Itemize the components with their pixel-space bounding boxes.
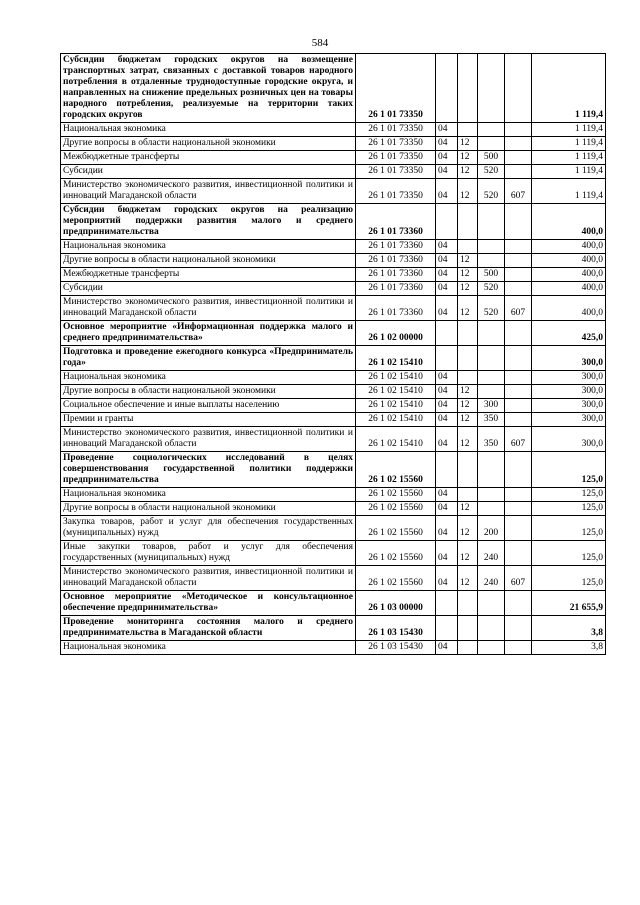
cell-section xyxy=(436,616,458,641)
cell-ministry-code xyxy=(505,616,532,641)
cell-name: Закупка товаров, работ и услуг для обеспечения государственных (муниципальных) нужд xyxy=(61,516,356,541)
cell-ministry-code xyxy=(505,385,532,399)
cell-name: Министерство экономического развития, инвестиционной политики и инноваций Магаданской области xyxy=(61,427,356,452)
cell-subsection: 12 xyxy=(458,165,478,179)
cell-target-article: 26 1 02 15410 xyxy=(356,413,436,427)
cell-target-article: 26 1 02 00000 xyxy=(356,321,436,346)
cell-subsection: 12 xyxy=(458,502,478,516)
cell-ministry-code xyxy=(505,321,532,346)
table-row xyxy=(61,54,606,123)
cell-name: Национальная экономика xyxy=(61,488,356,502)
cell-expense-type xyxy=(478,616,505,641)
cell-name: Национальная экономика xyxy=(61,123,356,137)
cell-expense-type xyxy=(478,137,505,151)
cell-name: Субсидии бюджетам городских округов на возмещение транспортных затрат, связанных с доставкой товаров народного потребления в отдаленные труднодоступные городские округа, и направленных на снижение предельных розничных цен на товары народного потребления, реализуемые на территории таких городских округов xyxy=(61,54,356,123)
cell-expense-type xyxy=(478,54,505,123)
cell-section: 04 xyxy=(436,282,458,296)
cell-expense-type xyxy=(478,641,505,655)
cell-target-article: 26 1 02 15410 xyxy=(356,427,436,452)
cell-expense-type: 240 xyxy=(478,566,505,591)
cell-amount: 425,0 xyxy=(532,321,606,346)
cell-amount: 300,0 xyxy=(532,385,606,399)
cell-expense-type: 520 xyxy=(478,165,505,179)
cell-name: Проведение мониторинга состояния малого и среднего предпринимательства в Магаданской области xyxy=(61,616,356,641)
cell-section: 04 xyxy=(436,641,458,655)
cell-target-article: 26 1 02 15560 xyxy=(356,566,436,591)
cell-amount: 300,0 xyxy=(532,399,606,413)
cell-subsection: 12 xyxy=(458,137,478,151)
cell-section: 04 xyxy=(436,427,458,452)
cell-subsection: 12 xyxy=(458,413,478,427)
cell-amount: 21 655,9 xyxy=(532,591,606,616)
cell-section: 04 xyxy=(436,541,458,566)
cell-expense-type: 350 xyxy=(478,427,505,452)
cell-amount: 400,0 xyxy=(532,204,606,240)
cell-target-article: 26 1 01 73360 xyxy=(356,268,436,282)
cell-section: 04 xyxy=(436,566,458,591)
cell-name: Субсидии xyxy=(61,165,356,179)
cell-section: 04 xyxy=(436,371,458,385)
cell-subsection xyxy=(458,204,478,240)
cell-ministry-code: 607 xyxy=(505,566,532,591)
cell-name: Другие вопросы в области национальной экономики xyxy=(61,502,356,516)
table-row xyxy=(61,616,606,641)
cell-ministry-code xyxy=(505,516,532,541)
cell-expense-type: 200 xyxy=(478,516,505,541)
cell-ministry-code xyxy=(505,123,532,137)
cell-target-article: 26 1 01 73360 xyxy=(356,254,436,268)
cell-subsection: 12 xyxy=(458,151,478,165)
cell-name: Министерство экономического развития, инвестиционной политики и инноваций Магаданской области xyxy=(61,179,356,204)
cell-amount: 400,0 xyxy=(532,240,606,254)
table-row xyxy=(61,541,606,566)
cell-target-article: 26 1 01 73350 xyxy=(356,123,436,137)
cell-name: Подготовка и проведение ежегодного конкурса «Предприниматель года» xyxy=(61,346,356,371)
cell-target-article: 26 1 01 73350 xyxy=(356,54,436,123)
cell-amount: 300,0 xyxy=(532,413,606,427)
cell-section: 04 xyxy=(436,488,458,502)
cell-section: 04 xyxy=(436,179,458,204)
cell-name: Другие вопросы в области национальной экономики xyxy=(61,137,356,151)
cell-target-article: 26 1 01 73350 xyxy=(356,137,436,151)
cell-subsection xyxy=(458,123,478,137)
cell-expense-type xyxy=(478,591,505,616)
cell-amount: 300,0 xyxy=(532,346,606,371)
cell-subsection: 12 xyxy=(458,385,478,399)
table-row xyxy=(61,123,606,137)
table-row xyxy=(61,591,606,616)
cell-amount: 3,8 xyxy=(532,641,606,655)
cell-section xyxy=(436,54,458,123)
cell-amount: 125,0 xyxy=(532,566,606,591)
table-row xyxy=(61,399,606,413)
cell-subsection: 12 xyxy=(458,254,478,268)
cell-amount: 1 119,4 xyxy=(532,123,606,137)
cell-section: 04 xyxy=(436,399,458,413)
cell-name: Национальная экономика xyxy=(61,641,356,655)
cell-expense-type: 500 xyxy=(478,268,505,282)
cell-section: 04 xyxy=(436,413,458,427)
cell-ministry-code xyxy=(505,641,532,655)
cell-name: Социальное обеспечение и иные выплаты населению xyxy=(61,399,356,413)
cell-ministry-code xyxy=(505,413,532,427)
cell-amount: 1 119,4 xyxy=(532,165,606,179)
table-row xyxy=(61,413,606,427)
cell-ministry-code xyxy=(505,204,532,240)
cell-amount: 300,0 xyxy=(532,427,606,452)
cell-target-article: 26 1 02 15560 xyxy=(356,452,436,488)
cell-expense-type xyxy=(478,452,505,488)
table-row xyxy=(61,346,606,371)
cell-amount: 400,0 xyxy=(532,268,606,282)
cell-target-article: 26 1 01 73360 xyxy=(356,240,436,254)
cell-subsection xyxy=(458,641,478,655)
cell-section: 04 xyxy=(436,240,458,254)
cell-target-article: 26 1 03 00000 xyxy=(356,591,436,616)
cell-section: 04 xyxy=(436,268,458,282)
cell-expense-type xyxy=(478,123,505,137)
table-row xyxy=(61,165,606,179)
cell-expense-type: 300 xyxy=(478,399,505,413)
cell-ministry-code xyxy=(505,399,532,413)
cell-name: Иные закупки товаров, работ и услуг для обеспечения государственных (муниципальных) нужд xyxy=(61,541,356,566)
cell-subsection xyxy=(458,452,478,488)
cell-subsection xyxy=(458,321,478,346)
cell-subsection xyxy=(458,54,478,123)
cell-subsection: 12 xyxy=(458,268,478,282)
cell-subsection xyxy=(458,591,478,616)
table-row xyxy=(61,452,606,488)
cell-subsection xyxy=(458,240,478,254)
page-number: 584 xyxy=(311,37,329,49)
cell-amount: 400,0 xyxy=(532,282,606,296)
cell-amount: 1 119,4 xyxy=(532,179,606,204)
table-row xyxy=(61,296,606,321)
cell-target-article: 26 1 03 15430 xyxy=(356,641,436,655)
cell-section xyxy=(436,346,458,371)
cell-target-article: 26 1 02 15560 xyxy=(356,541,436,566)
cell-amount: 1 119,4 xyxy=(532,54,606,123)
table-row xyxy=(61,516,606,541)
cell-ministry-code xyxy=(505,371,532,385)
table-row xyxy=(61,321,606,346)
cell-section: 04 xyxy=(436,516,458,541)
cell-target-article: 26 1 01 73360 xyxy=(356,204,436,240)
cell-section xyxy=(436,452,458,488)
cell-section: 04 xyxy=(436,165,458,179)
cell-amount: 1 119,4 xyxy=(532,151,606,165)
cell-target-article: 26 1 01 73360 xyxy=(356,296,436,321)
cell-subsection: 12 xyxy=(458,282,478,296)
cell-subsection xyxy=(458,616,478,641)
table-row xyxy=(61,371,606,385)
cell-expense-type: 240 xyxy=(478,541,505,566)
cell-expense-type xyxy=(478,371,505,385)
cell-ministry-code xyxy=(505,452,532,488)
table-row xyxy=(61,488,606,502)
cell-section: 04 xyxy=(436,137,458,151)
cell-target-article: 26 1 02 15560 xyxy=(356,516,436,541)
cell-ministry-code: 607 xyxy=(505,179,532,204)
cell-amount: 125,0 xyxy=(532,516,606,541)
table-row xyxy=(61,240,606,254)
cell-subsection: 12 xyxy=(458,516,478,541)
budget-table xyxy=(60,53,606,655)
cell-amount: 1 119,4 xyxy=(532,137,606,151)
cell-section: 04 xyxy=(436,385,458,399)
cell-section: 04 xyxy=(436,254,458,268)
cell-section xyxy=(436,321,458,346)
cell-amount: 125,0 xyxy=(532,488,606,502)
cell-expense-type xyxy=(478,346,505,371)
cell-name: Основное мероприятие «Методическое и консультационное обеспечение предпринимательства» xyxy=(61,591,356,616)
cell-target-article: 26 1 02 15410 xyxy=(356,385,436,399)
cell-expense-type: 350 xyxy=(478,413,505,427)
cell-name: Межбюджетные трансферты xyxy=(61,151,356,165)
cell-ministry-code: 607 xyxy=(505,427,532,452)
cell-target-article: 26 1 02 15560 xyxy=(356,502,436,516)
cell-section: 04 xyxy=(436,123,458,137)
cell-ministry-code xyxy=(505,541,532,566)
cell-name: Национальная экономика xyxy=(61,240,356,254)
table-body xyxy=(61,54,606,655)
cell-ministry-code xyxy=(505,502,532,516)
cell-section xyxy=(436,204,458,240)
cell-target-article: 26 1 01 73350 xyxy=(356,151,436,165)
cell-name: Субсидии xyxy=(61,282,356,296)
cell-name: Национальная экономика xyxy=(61,371,356,385)
cell-ministry-code xyxy=(505,346,532,371)
cell-target-article: 26 1 03 15430 xyxy=(356,616,436,641)
cell-target-article: 26 1 01 73350 xyxy=(356,165,436,179)
cell-name: Субсидии бюджетам городских округов на реализацию мероприятий поддержки развития малого и среднего предпринимательства xyxy=(61,204,356,240)
cell-name: Межбюджетные трансферты xyxy=(61,268,356,282)
cell-ministry-code xyxy=(505,488,532,502)
cell-expense-type xyxy=(478,254,505,268)
cell-target-article: 26 1 02 15410 xyxy=(356,371,436,385)
cell-name: Министерство экономического развития, инвестиционной политики и инноваций Магаданской области xyxy=(61,296,356,321)
cell-ministry-code: 607 xyxy=(505,296,532,321)
cell-name: Проведение социологических исследований в целях совершенствования государственной политики поддержки предпринимательства xyxy=(61,452,356,488)
cell-expense-type: 520 xyxy=(478,282,505,296)
cell-amount: 400,0 xyxy=(532,296,606,321)
cell-ministry-code xyxy=(505,151,532,165)
cell-expense-type xyxy=(478,385,505,399)
cell-section: 04 xyxy=(436,151,458,165)
cell-section: 04 xyxy=(436,502,458,516)
table-row xyxy=(61,427,606,452)
cell-subsection: 12 xyxy=(458,296,478,321)
table-row xyxy=(61,204,606,240)
cell-ministry-code xyxy=(505,268,532,282)
cell-subsection: 12 xyxy=(458,399,478,413)
cell-expense-type xyxy=(478,321,505,346)
table-row xyxy=(61,151,606,165)
cell-ministry-code xyxy=(505,240,532,254)
cell-name: Основное мероприятие «Информационная поддержка малого и среднего предпринимательства» xyxy=(61,321,356,346)
cell-expense-type xyxy=(478,502,505,516)
cell-section: 04 xyxy=(436,296,458,321)
cell-amount: 125,0 xyxy=(532,541,606,566)
cell-amount: 125,0 xyxy=(532,452,606,488)
cell-target-article: 26 1 01 73360 xyxy=(356,282,436,296)
table-row xyxy=(61,282,606,296)
cell-target-article: 26 1 02 15410 xyxy=(356,346,436,371)
cell-expense-type xyxy=(478,488,505,502)
cell-expense-type: 520 xyxy=(478,296,505,321)
cell-amount: 125,0 xyxy=(532,502,606,516)
table-row xyxy=(61,179,606,204)
cell-expense-type: 500 xyxy=(478,151,505,165)
cell-name: Министерство экономического развития, инвестиционной политики и инноваций Магаданской области xyxy=(61,566,356,591)
table-row xyxy=(61,385,606,399)
table-row xyxy=(61,566,606,591)
cell-ministry-code xyxy=(505,137,532,151)
cell-ministry-code xyxy=(505,254,532,268)
cell-subsection: 12 xyxy=(458,427,478,452)
table-row xyxy=(61,502,606,516)
cell-name: Другие вопросы в области национальной экономики xyxy=(61,385,356,399)
cell-subsection xyxy=(458,346,478,371)
cell-subsection xyxy=(458,371,478,385)
cell-target-article: 26 1 02 15560 xyxy=(356,488,436,502)
cell-subsection: 12 xyxy=(458,179,478,204)
cell-subsection xyxy=(458,488,478,502)
cell-expense-type xyxy=(478,240,505,254)
cell-name: Другие вопросы в области национальной экономики xyxy=(61,254,356,268)
table-row xyxy=(61,268,606,282)
cell-amount: 400,0 xyxy=(532,254,606,268)
cell-amount: 300,0 xyxy=(532,371,606,385)
cell-ministry-code xyxy=(505,165,532,179)
cell-ministry-code xyxy=(505,591,532,616)
cell-target-article: 26 1 02 15410 xyxy=(356,399,436,413)
table-row xyxy=(61,254,606,268)
cell-subsection: 12 xyxy=(458,541,478,566)
table-row xyxy=(61,641,606,655)
cell-ministry-code xyxy=(505,54,532,123)
cell-subsection: 12 xyxy=(458,566,478,591)
cell-expense-type: 520 xyxy=(478,179,505,204)
cell-name: Премии и гранты xyxy=(61,413,356,427)
cell-section xyxy=(436,591,458,616)
cell-target-article: 26 1 01 73350 xyxy=(356,179,436,204)
cell-expense-type xyxy=(478,204,505,240)
cell-amount: 3,8 xyxy=(532,616,606,641)
cell-ministry-code xyxy=(505,282,532,296)
table-row xyxy=(61,137,606,151)
